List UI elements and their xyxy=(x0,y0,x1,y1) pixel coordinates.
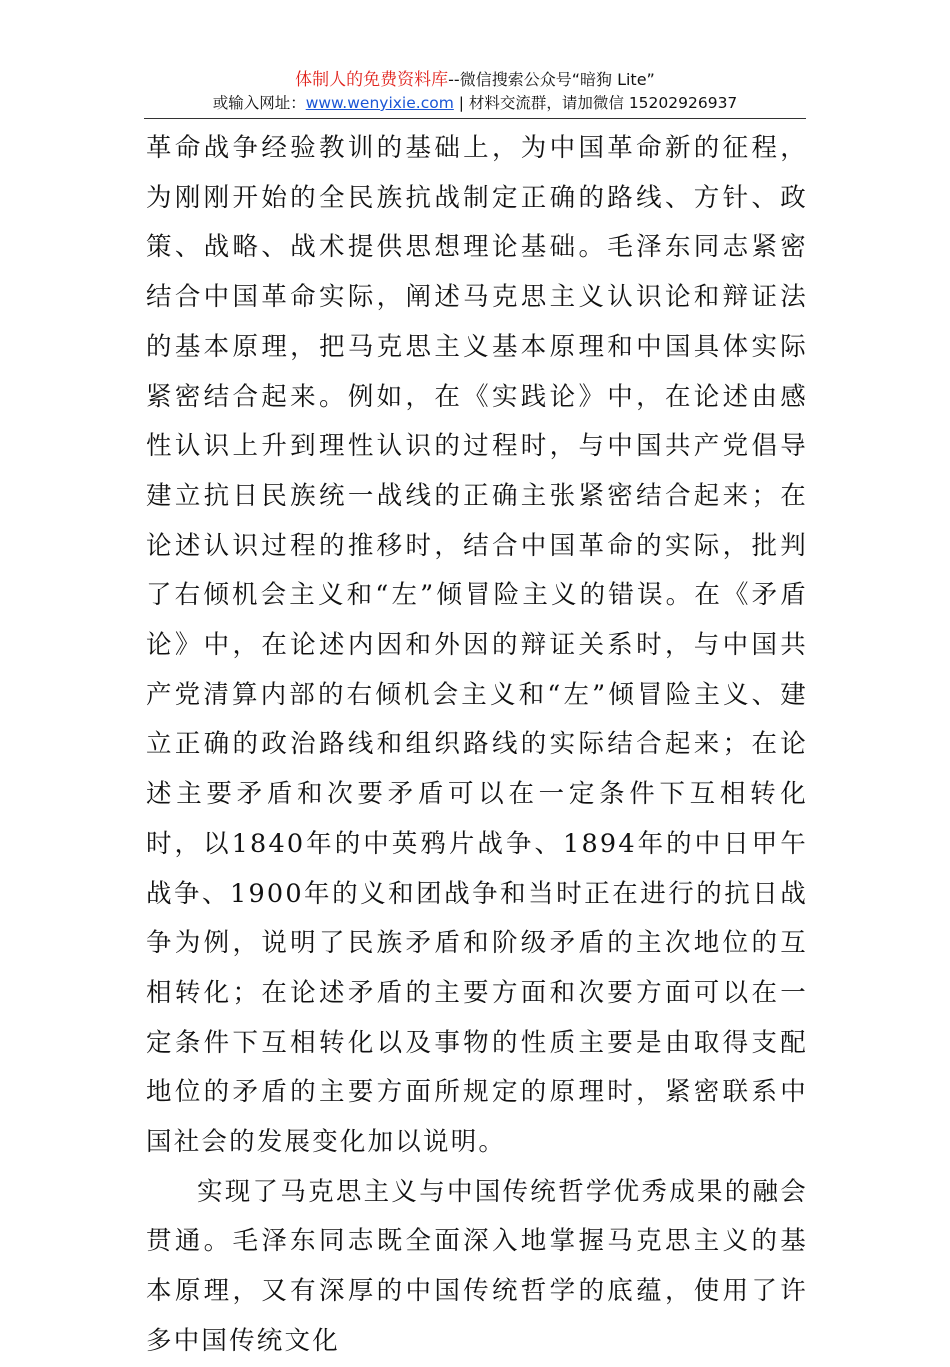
paragraph-continued: 革命战争经验教训的基础上，为中国革命新的征程，为刚刚开始的全民族抗战制定正确的路线、方针、政策、战略、战术提供思想理论基础。毛泽东同志紧密结合中国革命实际，阐述马克思主义认识论和辩证法的基本原理，把马克思主义基本原理和中国具体实际紧密结合起来。例如，在《实践论》中，在论述由感性认识上升到理性认识的过程时，与中国共产党倡导建立抗日民族统一战线的正确主张紧密结合起来；在论述认识过程的推移时，结合中国革命的实际，批判了右倾机会主义和“左”倾冒险主义的错误。在《矛盾论》中，在论述内因和外因的辩证关系时，与中国共产党清算内部的右倾机会主义和“左”倾冒险主义、建立正确的政治路线和组织路线的实际结合起来；在论述主要矛盾和次要矛盾可以在一定条件下互相转化时，以1840年的中英鸦片战争、1894年的中日甲午战争、1900年的义和团战争和当时正在进行的抗日战争为例，说明了民族矛盾和阶级矛盾的主次地位的互相转化；在论述矛盾的主要方面和次要方面可以在一定条件下互相转化以及事物的性质主要是由取得支配地位的矛盾的主要方面所规定的原理时，紧密联系中国社会的发展变化加以说明。 xyxy=(146,133,808,1158)
page-header xyxy=(144,68,806,114)
header-tagline: --微信搜索公众号“暗狗 Lite” xyxy=(448,70,655,89)
paragraph: 实现了马克思主义与中国传统哲学优秀成果的融会贯通。毛泽东同志既全面深入地掌握马克思主义的基本原理，又有深厚的中国传统哲学的底蕴，使用了许多中国传统文化 xyxy=(146,1176,808,1356)
header-brand: 体制人的免费资料库 xyxy=(295,70,449,90)
document-body xyxy=(146,124,808,1367)
header-banner xyxy=(144,68,806,92)
header-url-link[interactable]: www.wenyixie.com xyxy=(305,94,454,112)
header-separator: | xyxy=(453,94,469,112)
header-contact-line xyxy=(144,92,806,114)
header-contact: 材料交流群，请加微信 15202926937 xyxy=(468,94,738,112)
header-divider xyxy=(144,118,806,119)
header-url-prefix: 或输入网址： xyxy=(212,94,306,112)
